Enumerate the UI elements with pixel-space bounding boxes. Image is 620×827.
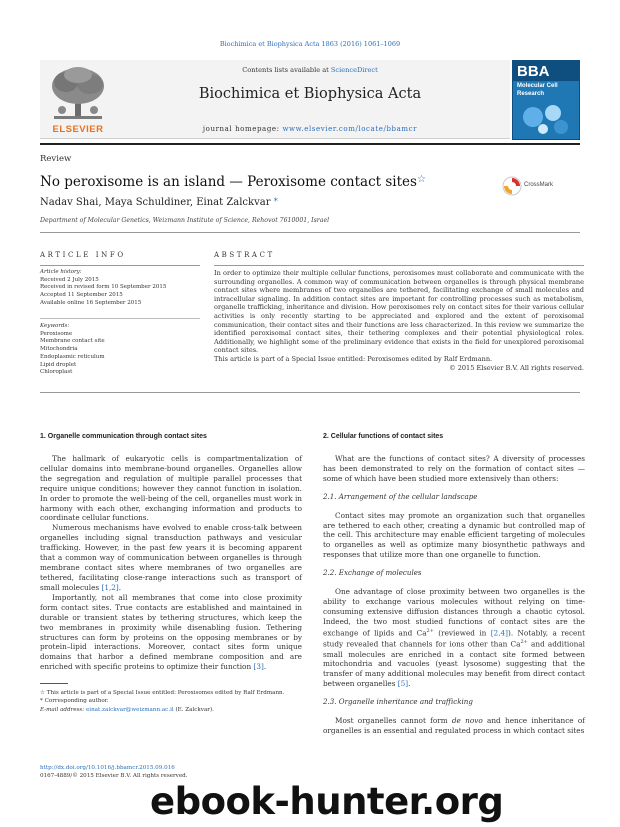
- crossmark-label: CrossMark: [524, 182, 554, 188]
- cover-subtitle-2: Research: [517, 91, 545, 97]
- citation-link[interactable]: [1,2]: [101, 582, 119, 592]
- subsection-2-2-heading: 2.2. Exchange of molecules: [323, 568, 422, 578]
- paragraph: One advantage of close proximity between two organelles is the ability to exchange various molecules without relying on time-consuming extensive diffusion distances through a chaotic cytosol. Indeed, the two most studied functions of contact sites are the exchange of lipids and $Ca^{2+}$ (reviewed in [2,4]). Notably, a recent study revealed that channels for ions other than $Ca^{2+}$ and additional small molecules are enriched in a contact site formed between mitochondria and vacuoles (yeast lysosome) suggesting that the transfer of many additional molecules may benefit from direct contact between organelles [5].: [323, 587, 585, 689]
- abstract-text: [214, 269, 584, 372]
- cover-title: BBA: [517, 63, 550, 80]
- watermark: ebook-hunter.org: [150, 780, 504, 823]
- author-list: Nadav Shai, Maya Schuldiner, Einat Zalckvar *: [40, 197, 278, 208]
- divider: [40, 265, 200, 266]
- subsection-2-3-heading: 2.3. Organelle inheritance and trafficking: [323, 697, 473, 707]
- email-link[interactable]: einat.zalckvar@weizmann.ac.il: [85, 706, 174, 713]
- footnote-rule: [40, 683, 68, 684]
- author-affiliation: Department of Molecular Genetics, Weizmann Institute of Science, Rehovot 7610001, Israel: [40, 217, 330, 224]
- keyword-item: Mitochondria: [40, 346, 78, 353]
- history-item: Received in revised form 10 September 2015: [40, 284, 167, 291]
- abstract-heading: ABSTRACT: [214, 251, 275, 259]
- history-item: Accepted 11 September 2015: [40, 292, 123, 299]
- paragraph: The hallmark of eukaryotic cells is compartmentalization of cellular domains into membrane-bound organelles. Organelles allow the segregation and regulation of multiple parallel processes that require unique conditions; however they cannot function in isolation. In order to promote the well-being of the cell, organelles must work in harmony with each other, exchanging information and products to coordinate cellular functions.: [40, 453, 302, 523]
- journal-title: Biochimica et Biophysica Acta: [198, 86, 422, 102]
- doi-block: [40, 765, 188, 780]
- article-type: Review: [40, 154, 72, 164]
- divider: [40, 232, 580, 233]
- paragraph: What are the functions of contact sites? A diversity of processes has been demonstrated to rely on the formation of contact sites — some of which have been studied more extensively than others:: [323, 453, 585, 483]
- divider: [40, 318, 200, 319]
- keyword-item: Lipid droplet: [40, 361, 77, 368]
- journal-citation[interactable]: Biochimica et Biophysica Acta 1863 (2016) 1061–1069: [219, 40, 401, 48]
- abstract-special-issue: This article is part of a Special Issue entitled: Peroxisomes edited by Ralf Erdmann.: [214, 354, 493, 363]
- footnotes: [40, 689, 302, 714]
- paragraph: Most organelles cannot form de novo and hence inheritance of organelles is an essential and regulated process in which contact sites: [323, 716, 585, 736]
- crossmark-icon: [502, 176, 522, 196]
- citation-link[interactable]: [3]: [253, 662, 264, 672]
- journal-homepage-line: journal homepage: www.elsevier.com/locate/bbamcr: [202, 125, 418, 133]
- crossmark-badge[interactable]: [502, 176, 560, 196]
- paragraph: Contact sites may promote an organization such that organelles are tethered to each other, creating a dynamic but controlled map of the cell. This architecture may enable efficient targeting of molecules to organelles as well as optimize many biosynthetic pathways and responses that utilize more than one organelle to function.: [323, 510, 585, 560]
- article-info-heading: ARTICLE INFO: [40, 251, 126, 259]
- keywords-label: Keywords:: [40, 323, 70, 329]
- footnote: * Corresponding author.: [40, 698, 109, 705]
- history-item: Received 2 July 2015: [40, 276, 99, 283]
- divider: [40, 392, 580, 393]
- keyword-item: Peroxisome: [40, 330, 73, 337]
- paragraph: Importantly, not all membranes that come into close proximity form contact sites. True contacts are established and maintained in durable or transient states by tethering structures, which keep the two membranes in proximity while disenabling fusion. Tethering structures can form by proteins on the opposing membranes or by protein–lipid interactions. Moreover, contact sites form unique domains that harbor a defined membrane composition and are enriched with specific proteins to optimize their function [3].: [40, 592, 302, 672]
- keyword-item: Membrane contact site: [40, 338, 105, 345]
- keyword-item: Endoplasmic reticulum: [40, 353, 105, 360]
- footnote: ☆ This article is part of a Special Issue entitled: Peroxisomes edited by Ralf Erdmann.: [40, 690, 285, 696]
- doi-link[interactable]: http://dx.doi.org/10.1016/j.bbamcr.2015.09.016: [40, 765, 175, 771]
- issn-line: 0167-4889/© 2015 Elsevier B.V. All rights reserved.: [40, 772, 188, 779]
- abstract-copyright: © 2015 Elsevier B.V. All rights reserved.: [449, 363, 584, 372]
- history-item: Available online 16 September 2015: [40, 299, 142, 306]
- article-title: No peroxisome is an island — Peroxisome contact sites☆: [40, 174, 426, 190]
- article-history: [40, 269, 200, 308]
- cover-graphic-icon: [519, 101, 573, 135]
- corresponding-author-mark[interactable]: *: [273, 197, 278, 206]
- body-column-left: [40, 432, 302, 672]
- section-2-heading: 2. Cellular functions of contact sites: [323, 433, 444, 440]
- journal-homepage-link[interactable]: www.elsevier.com/locate/bbamcr: [282, 125, 418, 133]
- keywords: [40, 323, 200, 377]
- title-footnote-mark[interactable]: ☆: [416, 174, 426, 185]
- paragraph: Numerous mechanisms have evolved to enable cross-talk between organelles including signal transduction pathways and vesicular trafficking. However, in the past few years it is becoming apparent that a common way of communication between organelles is through membrane contact sites where membranes of two organelles are tethered, facilitating close-range interactions such as transport of small molecules [1,2].: [40, 523, 302, 592]
- cover-subtitle-1: Molecular Cell: [517, 83, 558, 89]
- abstract-body: In order to optimize their multiple cellular functions, peroxisomes must collaborate and communicate with the surrounding organelles. A common way of communication between organelles is through physical membrane contact sites where membranes of two organelles are tethered, facilitating exchange of small molecules and intracellular signaling. In addition contact sites are important for controlling processes such as metabolism, organelle trafficking, inheritance and division. How peroxisomes rely on contact sites for their various cellular activities is only recently starting to be appreciated and explored and the extent of peroxisomal communication, their contact sites and their functions are less characterized. In this review we summarize the identified peroxisomal contact sites, their tethering complexes and their potential physiological roles. Additionally, we highlight some of the preliminary evidence that exists in the field for unexplored peroxisomal contact sites.: [214, 269, 584, 355]
- divider: [214, 265, 584, 266]
- header-rule: [40, 143, 580, 145]
- citation-link[interactable]: [5]: [397, 679, 409, 689]
- email-line: E-mail address: einat.zalckvar@weizmann.ac.il (E. Zalckvar).: [40, 706, 214, 713]
- keyword-item: Chloroplast: [40, 369, 73, 376]
- citation-link[interactable]: [2,4]: [490, 628, 509, 638]
- contents-available-line: Contents lists available at ScienceDirect: [242, 66, 378, 74]
- body-column-right: [323, 432, 585, 736]
- article-history-label: Article history:: [40, 269, 82, 275]
- sciencedirect-link[interactable]: ScienceDirect: [330, 66, 378, 74]
- elsevier-wordmark: ELSEVIER: [52, 124, 104, 135]
- journal-cover-image: [512, 60, 580, 140]
- section-1-heading: 1. Organelle communication through contact sites: [40, 433, 207, 440]
- subsection-2-1-heading: 2.1. Arrangement of the cellular landscape: [323, 491, 478, 501]
